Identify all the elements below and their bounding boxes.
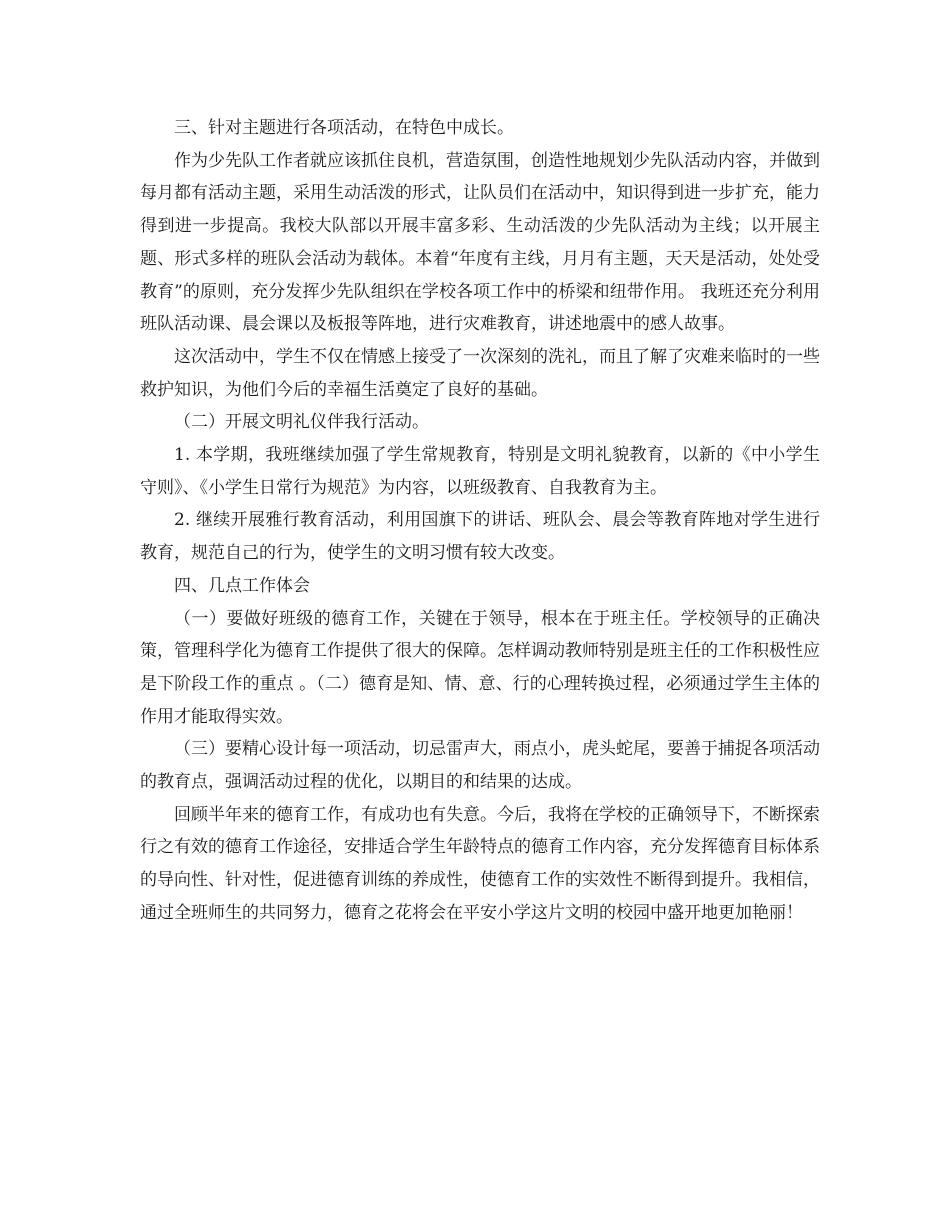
paragraph-reflection-leadership: （一）要做好班级的德育工作，关键在于领导，根本在于班主任。学校领导的正确决策，管理科学化为德育工作提供了很大的保障。怎样调动教师特别是班主任的工作积极性应是下阶段工作的重点 。（二）德育是知、情、意、行的心理转换过程，必须通过学生主体的作用才能取得实效。	[140, 608, 820, 727]
document-page	[140, 112, 820, 930]
list-item-1: 1. 本学期，我班继续加强了学生常规教育，特别是文明礼貌教育，以新的《中小学生守则》、《小学生日常行为规范》为内容，以班级教育、自我教育为主。	[140, 445, 820, 498]
section-heading-activities: 三、针对主题进行各项活动，在特色中成长。	[174, 118, 514, 138]
section-heading-reflections: 四、几点工作体会	[174, 575, 310, 596]
paragraph-pioneer-activities: 作为少先队工作者就应该抓住良机，营造氛围，创造性地规划少先队活动内容，并做到每月都有活动主题，采用生动活泼的形式，让队员们在活动中，知识得到进一步扩充，能力得到进一步提高。我校大队部以开展丰富多彩、生动活泼的少先队活动为主线；以开展主题、形式多样的班队会活动为载体。本着“年度有主线，月月有主题，天天是活动，处处受教育”的原则，充分发挥少先队组织在学校各项工作中的桥梁和纽带作用。 我班还充分利用班队活动课、晨会课以及板报等阵地，进行灾难教育，讲述地震中的感人故事。	[140, 150, 820, 335]
paragraph-conclusion: 回顾半年来的德育工作，有成功也有失意。今后，我将在学校的正确领导下，不断探索行之有效的德育工作途径，安排适合学生年龄特点的德育工作内容，充分发挥德育目标体系的导向性、针对性，促进德育训练的养成性，使德育工作的实效性不断得到提升。我相信，通过全班师生的共同努力，德育之花将会在平安小学这片文明的校园中盛开地更加艳丽！	[140, 804, 820, 923]
list-item-2: 2. 继续开展雅行教育活动，利用国旗下的讲话、班队会、晨会等教育阵地对学生进行教育，规范自己的行为，使学生的文明习惯有较大改变。	[140, 510, 820, 564]
subsection-heading-etiquette: （二）开展文明礼仪伴我行活动。	[174, 412, 429, 433]
paragraph-activity-outcome: 这次活动中，学生不仅在情感上接受了一次深刻的洗礼，而且了解了灾难来临时的一些救护知识，为他们今后的幸福生活奠定了良好的基础。	[140, 346, 820, 400]
paragraph-reflection-design: （三）要精心设计每一项活动，切忌雷声大，雨点小，虎头蛇尾，要善于捕捉各项活动的教育点，强调活动过程的优化，以期目的和结果的达成。	[140, 739, 820, 793]
